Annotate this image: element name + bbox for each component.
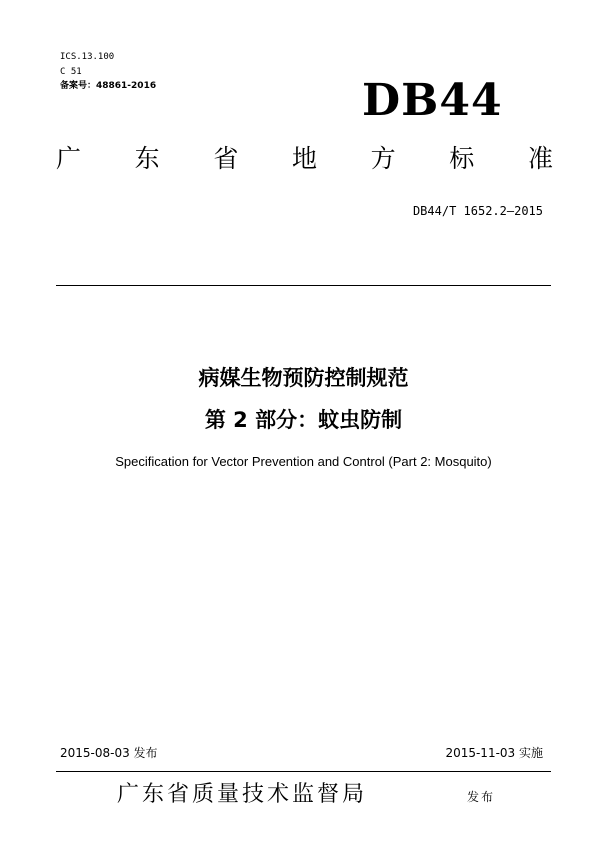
ics-code: ICS.13.100 [60, 52, 115, 62]
standard-type-char: 准 [527, 144, 553, 173]
title-part: 第 2 部分：蚊虫防制 [204, 408, 403, 432]
standard-type-char: 标 [449, 144, 475, 173]
title-main: 病媒生物预防控制规范 [198, 366, 409, 390]
standard-type-char: 省 [213, 144, 239, 173]
standard-code: DB44 [362, 75, 503, 126]
standard-type-char: 广 [56, 144, 82, 173]
standard-type-char: 方 [370, 144, 396, 173]
record-number: 备案号：48861-2016 [60, 81, 157, 91]
bottom-divider [56, 771, 551, 772]
standard-number: DB44/T 1652.2—2015 [412, 204, 543, 218]
standard-type-char: 东 [134, 144, 160, 173]
standard-type [56, 142, 553, 176]
issuer-name: 广东省质量技术监督局 [117, 782, 368, 807]
top-divider [56, 285, 551, 286]
title-english: Specification for Vector Prevention and Control (Part 2: Mosquito) [115, 454, 492, 469]
ccs-code: C 51 [60, 67, 82, 77]
standard-type-char: 地 [291, 144, 317, 173]
issuer-suffix: 发布 [467, 790, 496, 804]
implementation-date: 2015-11-03 实施 [445, 746, 543, 760]
issue-date: 2015-08-03 发布 [60, 746, 158, 760]
